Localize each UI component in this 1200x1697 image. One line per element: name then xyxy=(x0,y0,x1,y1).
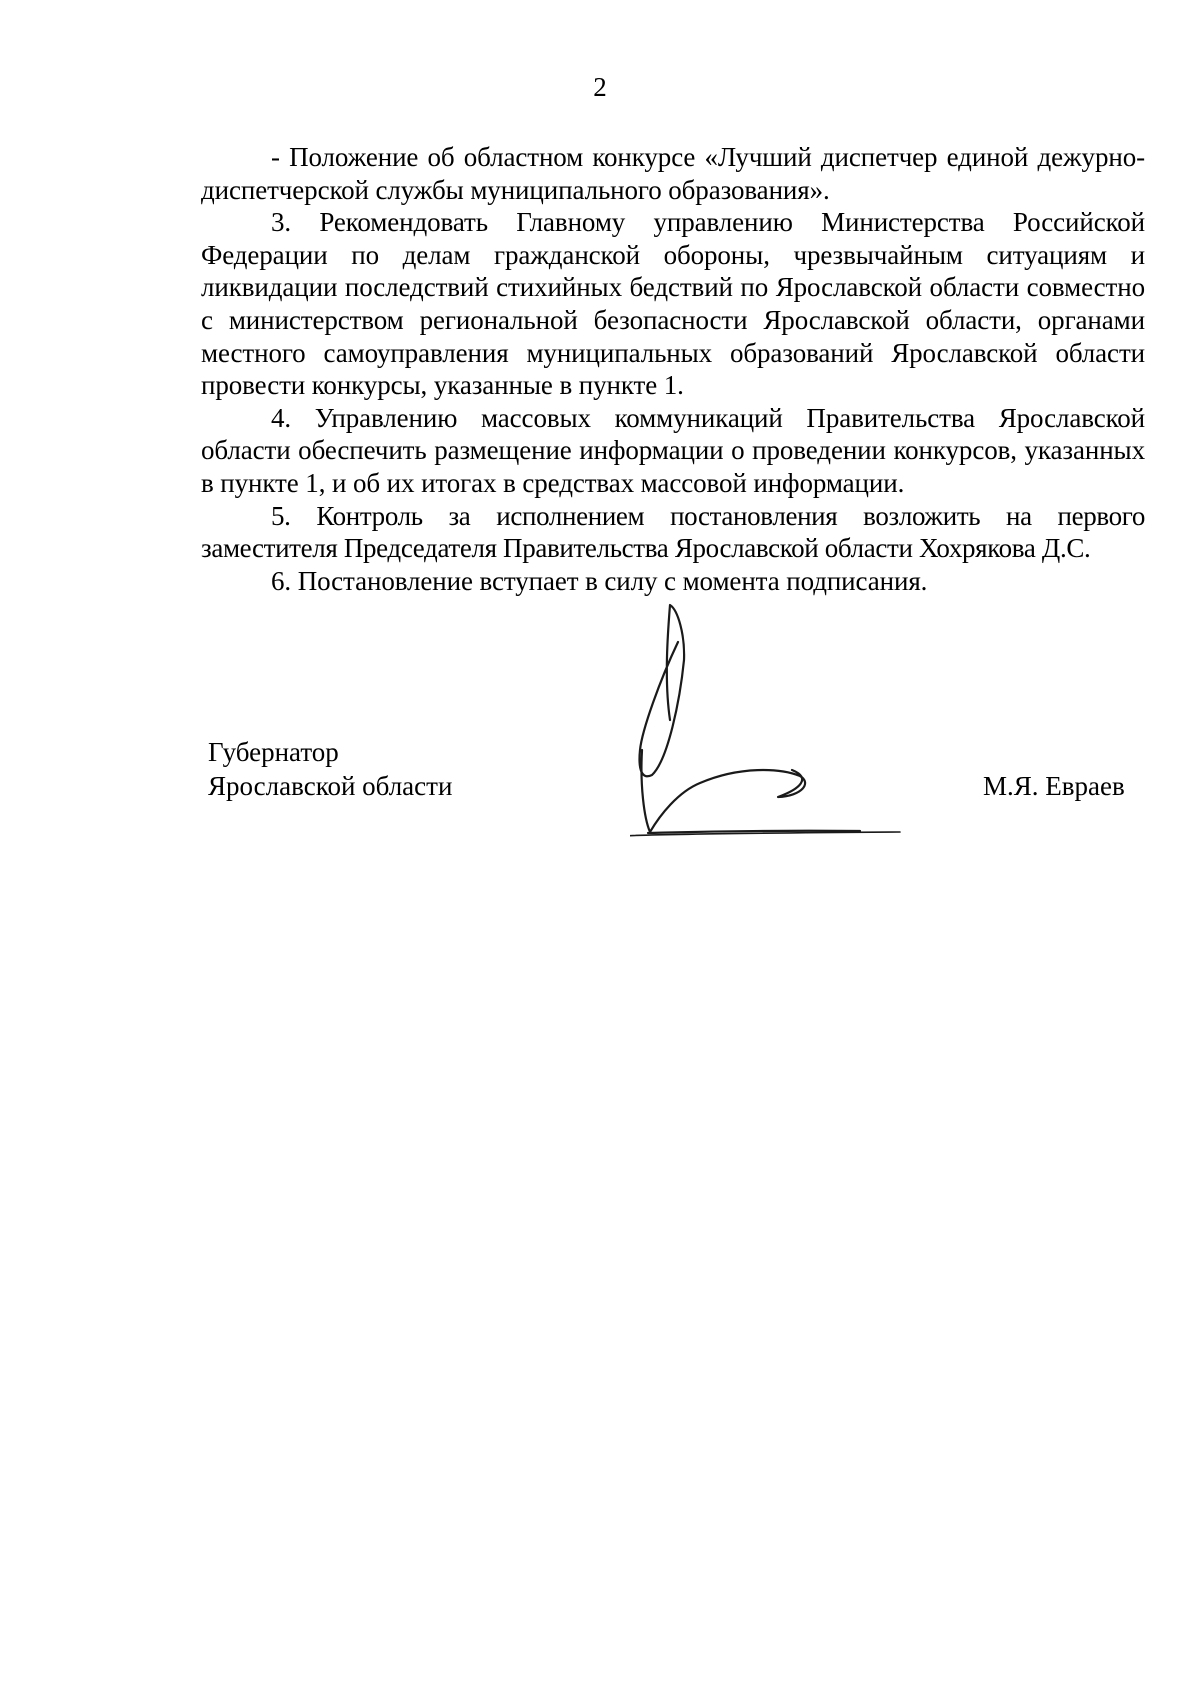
signatory-title-line1: Губернатор xyxy=(208,737,339,767)
paragraph-4: 4. Управлению массовых коммуникаций Правительства Ярославской области обеспечить размещение информации о проведении конкурсов, указанных в пункте 1, и об их итогах в средствах массовой информации. xyxy=(201,402,1145,498)
signatory-title-line2: Ярославской области xyxy=(208,771,453,801)
paragraph-regulation-item: - Положение об областном конкурсе «Лучший диспетчер единой дежурно-диспетчерской службы муниципального образования». xyxy=(201,142,1145,205)
page-number: 2 xyxy=(593,72,607,102)
document-body xyxy=(201,141,1145,597)
signatory-title xyxy=(208,735,452,803)
signatory-name: М.Я. Евраев xyxy=(983,771,1125,801)
paragraph-6: 6. Постановление вступает в силу с момента подписания. xyxy=(271,565,928,596)
paragraph-5: 5. Контроль за исполнением постановления возложить на первого заместителя Председателя Правительства Ярославской области Хохрякова Д.С. xyxy=(201,500,1145,564)
paragraph-3: 3. Рекомендовать Главному управлению Министерства Российской Федерации по делам гражданской обороны, чрезвычайным ситуациям и ликвидации последствий стихийных бедствий по Ярославской области совместно с министерством региональной безопасности Ярославской области, органами местного самоуправления муниципальных образований Ярославской области провести конкурсы, указанные в пункте 1. xyxy=(201,207,1145,401)
handwritten-signature xyxy=(630,600,930,850)
